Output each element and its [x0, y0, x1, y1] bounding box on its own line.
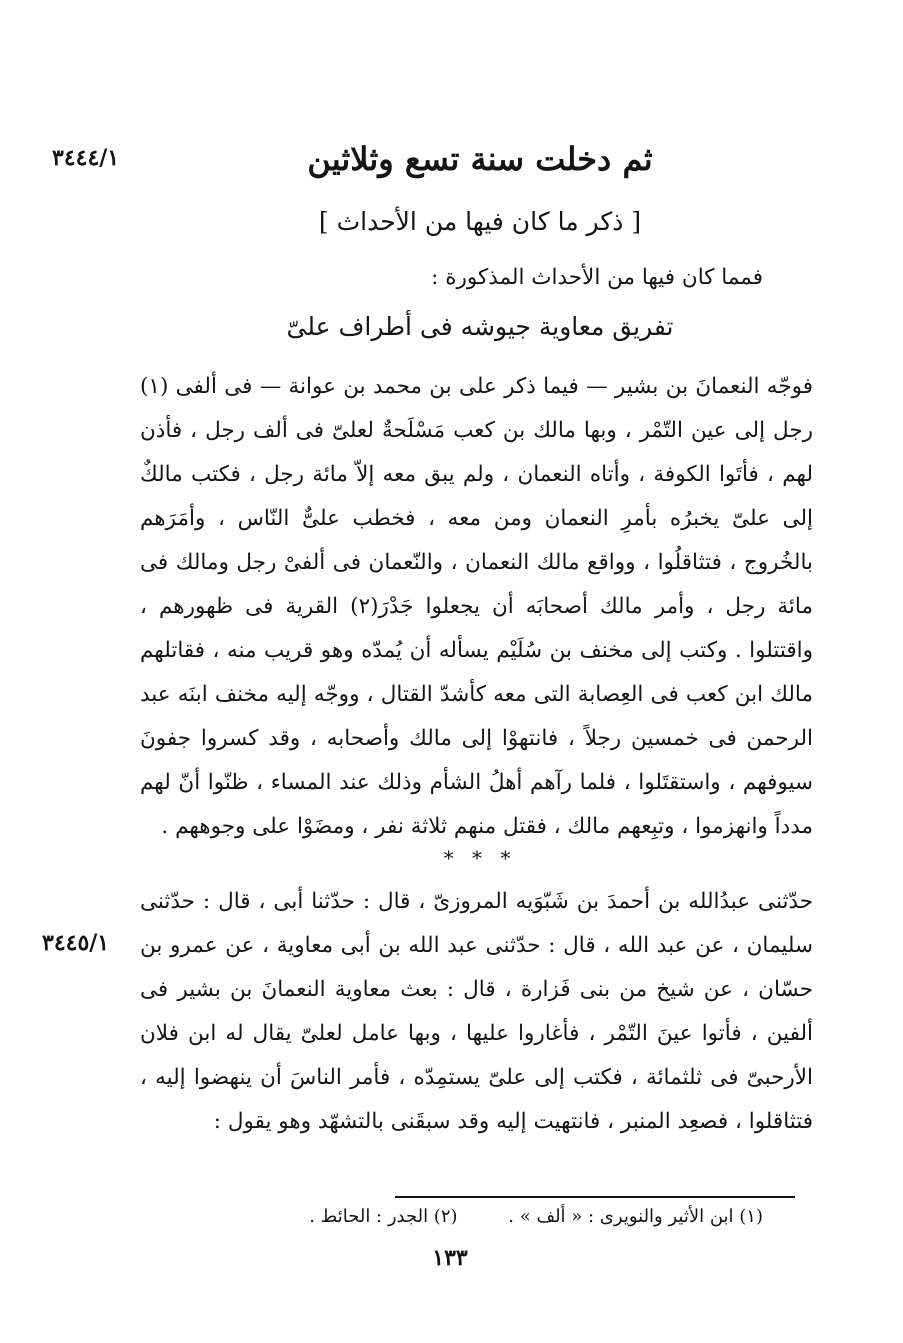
paragraph-2: حدّثنى عبدُالله بن أحمدَ بن شَبّوَيه المروزىّ ، قال : حدّثنا أبى ، قال : حدّثنى سليمان ، عن عبد الله ، قال : حدّثنى عبد الله بن أبى معاوية ، عن عمرو بن حسّان ، عن شيخ من بنى فَزارة ، قال : بعث معاوية النعمانَ بن بشير فى ألفين ، فأتوا عينَ التّمْر ، فأغاروا عليها ، وبها عامل لعلىّ يقال له ابن فلان الأرحبىّ فى ثلثمائة ، فكتب إلى علىّ يستمِدّه ، فأمر الناسَ أن ينهضوا إليه ، فتثاقلوا ، فصعِد المنبر ، فانتهيت إليه وقد سبقَنى بالتشهّد وهو يقول :	[140, 889, 813, 1134]
chapter-title: ثم دخلت سنة تسع وثلاثين	[307, 140, 653, 178]
footnote-rule	[395, 1196, 795, 1198]
page-number: ١٣٣	[432, 1245, 468, 1271]
section-separator: * * *	[443, 846, 517, 870]
subheading: تفريق معاوية جيوشه فى أطراف علىّ	[286, 312, 674, 341]
footnotes	[200, 1206, 763, 1227]
footnote-2: (٢) الجدر : الحائط .	[309, 1206, 458, 1227]
margin-reference-bottom: ٣٤٤٥/١	[42, 930, 110, 956]
intro-line: فمما كان فيها من الأحداث المذكورة :	[431, 265, 763, 290]
margin-reference-top: ٣٤٤٤/١	[52, 145, 120, 171]
paragraph-1: فوجّه النعمانَ بن بشير — فيما ذكر على بن محمد بن عوانة — فى ألفى (١) رجل إلى عين التّمْر ، وبها مالك بن كعب مَسْلَحةٌ لعلىّ فى ألف رجل ، فأذن لهم ، فأتَوا الكوفة ، وأتاه النعمان ، ولم يبق معه إلاّ مائة رجل ، فكتب مالكٌ إلى علىّ يخبرُه بأمرِ النعمان ومن معه ، فخطب علىٌّ النّاس ، وأمَرَهم بالخُروج ، فتثاقلُوا ، وواقع مالك النعمان ، والنّعمان فى ألفىْ رجل ومالك فى مائة رجل ، وأمر مالك أصحابَه أن يجعلوا جَدْرَ(٢) القرية فى ظهورهم ، واقتتلوا . وكتب إلى مخنف بن سُلَيْم يسأله أن يُمدّه وهو قريب منه ، فقاتلهم مالك ابن كعب فى العِصابة التى معه كأشدّ القتال ، ووجّه إليه مخنف ابنَه عبد الرحمن فى خمسين رجلاً ، فانتهوْا إلى مالك وأصحابه ، وقد كسروا جفونَ سيوفهم ، واستقتَلوا ، فلما رآهم أهلُ الشأم وذلك عند المساء ، ظنّوا أنّ لهم مدداً وانهزموا ، وتبِعهم مالك ، فقتل منهم ثلاثة نفر ، ومضَوْا على وجوههم .	[140, 374, 814, 839]
footnote-1: (١) ابن الأثير والنويرى : « ألف » .	[508, 1206, 763, 1227]
section-title: [ ذكر ما كان فيها من الأحداث ]	[318, 207, 642, 236]
